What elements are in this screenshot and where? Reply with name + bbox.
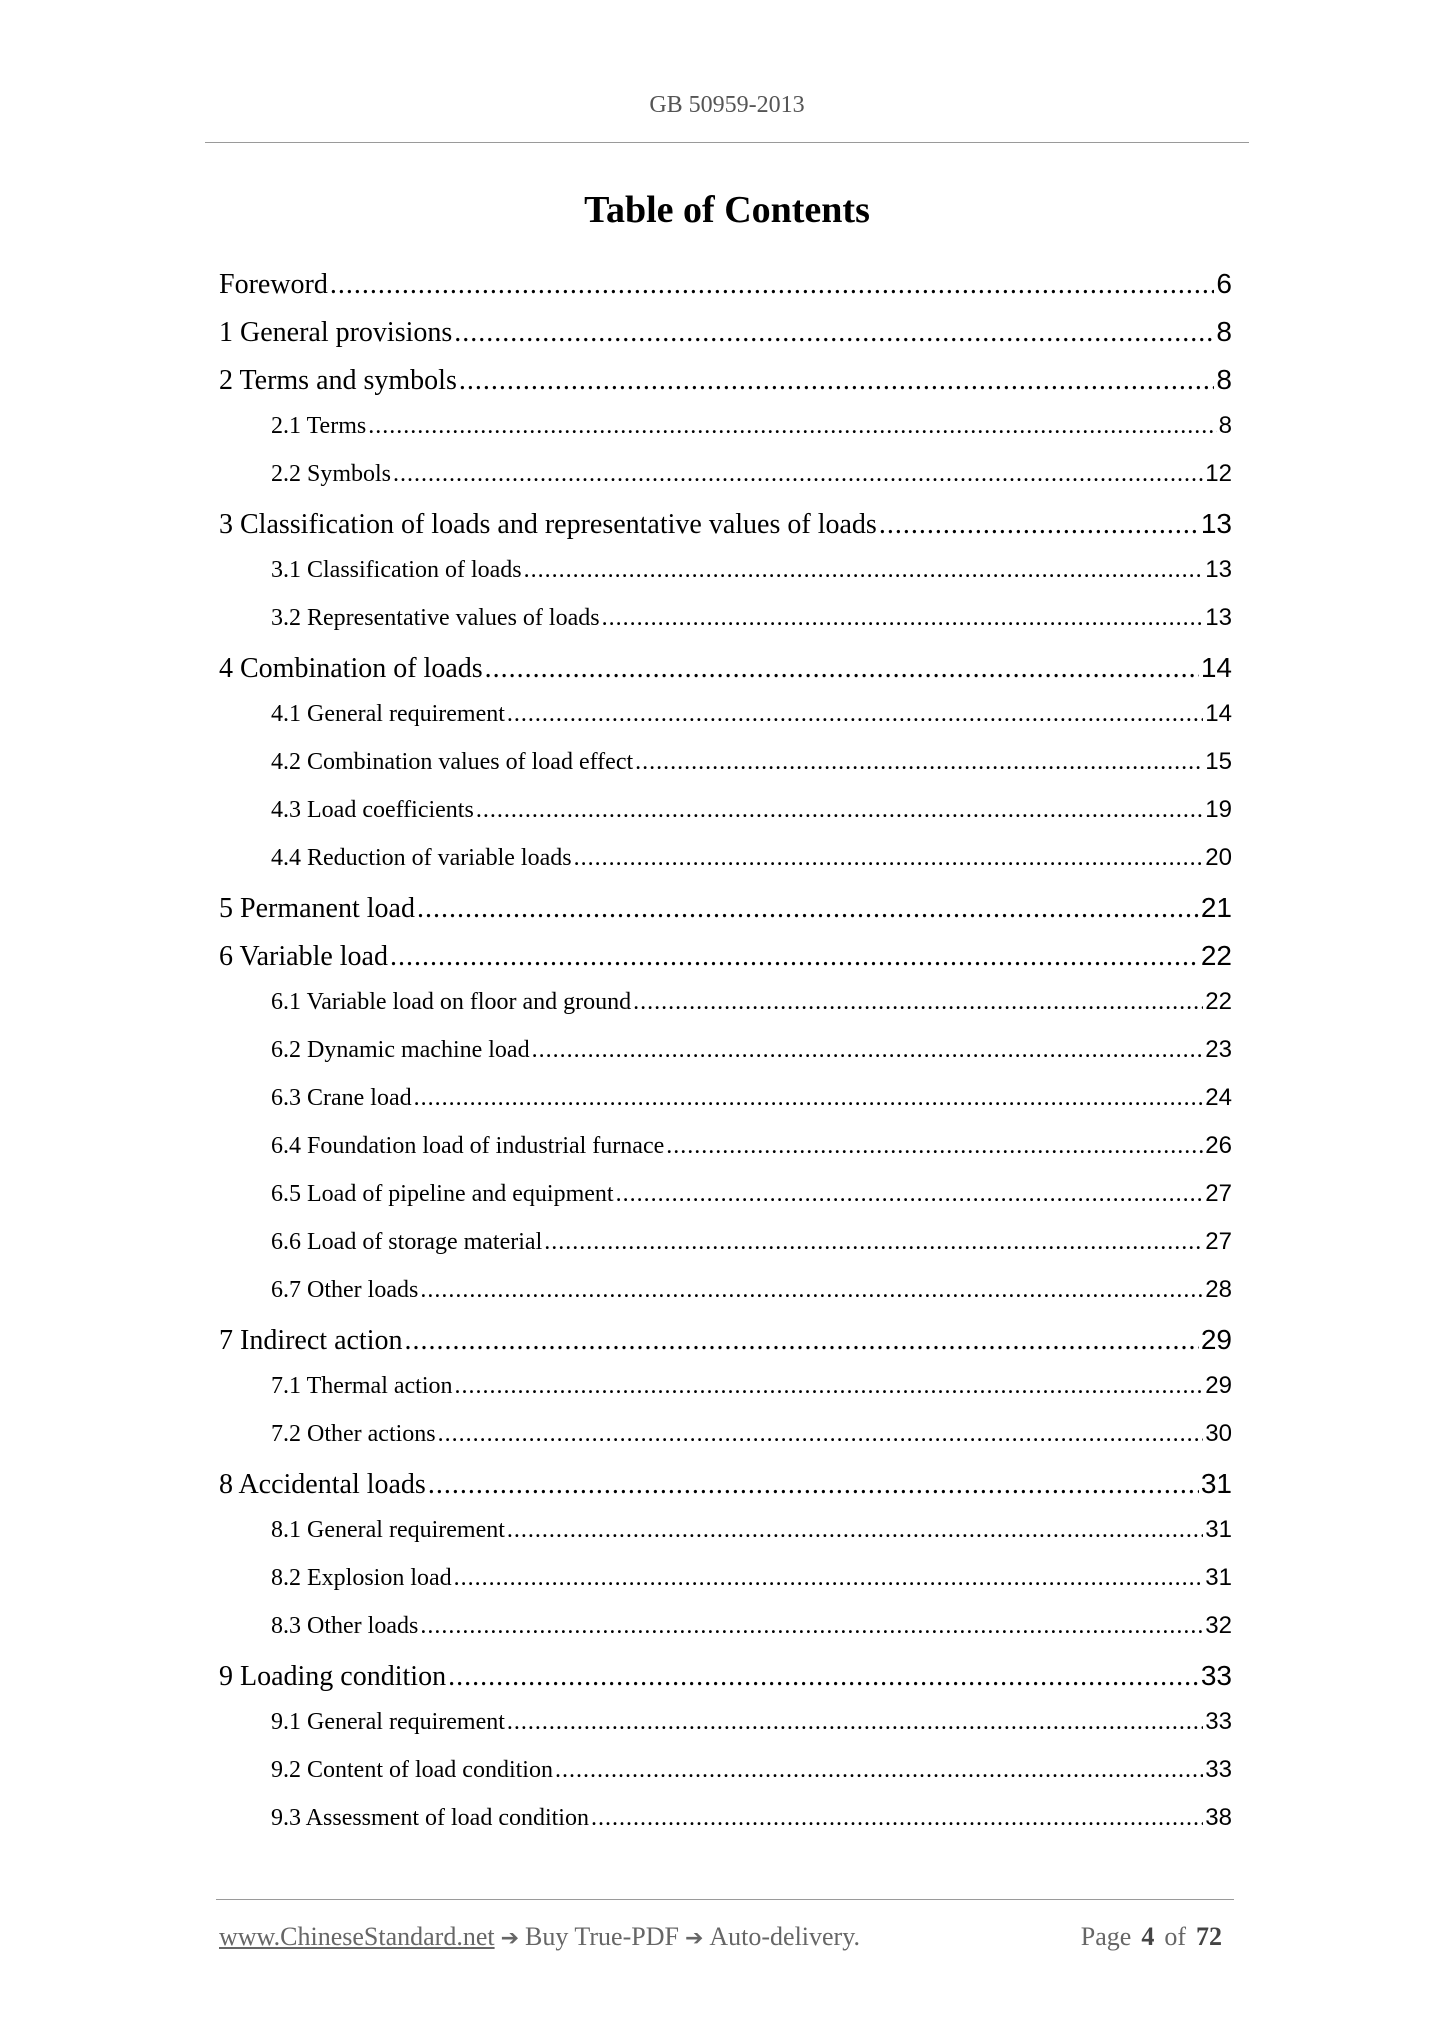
toc-entry-label: 3.1 Classification of loads — [271, 557, 522, 583]
toc-section-entry[interactable] — [271, 1516, 1232, 1544]
toc-entry-label: 6.2 Dynamic machine load — [271, 1037, 530, 1063]
dot-leader — [544, 1229, 1203, 1256]
dot-leader — [574, 845, 1204, 872]
toc-entry-page-number: 19 — [1205, 796, 1232, 823]
delivery-text: Auto-delivery. — [709, 1922, 861, 1951]
dot-leader — [438, 1421, 1204, 1448]
dot-leader — [420, 1613, 1203, 1640]
toc-entry-label: 9.3 Assessment of load condition — [271, 1805, 589, 1831]
toc-entry-label: 9.2 Content of load condition — [271, 1757, 553, 1783]
toc-chapter-entry[interactable] — [219, 1468, 1232, 1501]
toc-section-entry[interactable] — [271, 796, 1232, 824]
dot-leader — [330, 269, 1215, 301]
toc-entry-label: 2.1 Terms — [271, 413, 367, 439]
running-header: GB 50959-2013 — [649, 92, 805, 118]
dot-leader — [455, 1373, 1204, 1400]
toc-entry-label: 7.1 Thermal action — [271, 1373, 453, 1399]
toc-entry-page-number: 13 — [1200, 508, 1232, 539]
toc-entry-label: 5 Permanent load — [219, 893, 415, 924]
dot-leader — [507, 1517, 1203, 1544]
dot-leader — [507, 1709, 1203, 1736]
toc-section-entry[interactable] — [271, 988, 1232, 1016]
dot-leader — [616, 1181, 1204, 1208]
toc-entry-label: 6.5 Load of pipeline and equipment — [271, 1181, 614, 1207]
toc-entry-page-number: 29 — [1200, 1324, 1232, 1355]
toc-entry-label: 9 Loading condition — [219, 1661, 447, 1692]
toc-entry-label: 8 Accidental loads — [219, 1469, 426, 1500]
toc-entry-label: 7 Indirect action — [219, 1325, 403, 1356]
toc-entry-label: 6.6 Load of storage material — [271, 1229, 543, 1255]
toc-chapter-entry[interactable] — [219, 364, 1232, 397]
dot-leader — [428, 1469, 1199, 1501]
toc-section-entry[interactable] — [271, 1804, 1232, 1832]
toc-entry-page-number: 32 — [1205, 1612, 1232, 1639]
toc-section-entry[interactable] — [271, 1180, 1232, 1208]
toc-entry-page-number: 14 — [1205, 700, 1232, 727]
current-page-number: 4 — [1141, 1922, 1155, 1951]
toc-section-entry[interactable] — [271, 1756, 1232, 1784]
toc-entry-label: 7.2 Other actions — [271, 1421, 436, 1447]
toc-entry-page-number: 8 — [1216, 364, 1232, 395]
toc-chapter-entry[interactable] — [219, 652, 1232, 685]
buy-text: Buy True-PDF — [525, 1922, 679, 1951]
toc-chapter-entry[interactable] — [219, 892, 1232, 925]
toc-entry-page-number: 24 — [1205, 1084, 1232, 1111]
toc-entry-label: 6.7 Other loads — [271, 1277, 419, 1303]
toc-entry-label: 6.4 Foundation load of industrial furnace — [271, 1133, 665, 1159]
dot-leader — [879, 509, 1199, 541]
toc-section-entry[interactable] — [271, 844, 1232, 872]
toc-entry-page-number: 38 — [1205, 1804, 1232, 1831]
toc-entry-label: 4 Combination of loads — [219, 653, 483, 684]
toc-entry-page-number: 31 — [1200, 1468, 1232, 1499]
toc-entry-page-number: 13 — [1205, 556, 1232, 583]
toc-entry-page-number: 20 — [1205, 844, 1232, 871]
toc-entry-label: 3 Classification of loads and representative values of loads — [219, 509, 877, 540]
toc-section-entry[interactable] — [271, 1372, 1232, 1400]
arrow-right-icon: ➔ — [500, 1926, 520, 1951]
toc-section-entry[interactable] — [271, 1228, 1232, 1256]
toc-entry-label: 8.3 Other loads — [271, 1613, 419, 1639]
dot-leader — [417, 893, 1199, 925]
dot-leader — [591, 1805, 1203, 1832]
toc-section-entry[interactable] — [271, 412, 1232, 440]
header-divider — [205, 142, 1249, 143]
dot-leader — [368, 413, 1216, 440]
dot-leader — [393, 461, 1203, 488]
of-word: of — [1164, 1922, 1186, 1951]
toc-chapter-entry[interactable] — [219, 268, 1232, 301]
toc-entry-page-number: 6 — [1216, 268, 1232, 299]
toc-chapter-entry[interactable] — [219, 1324, 1232, 1357]
toc-entry-label: 1 General provisions — [219, 317, 453, 348]
dot-leader — [635, 749, 1203, 776]
toc-entry-label: 8.1 General requirement — [271, 1517, 505, 1543]
total-pages-number: 72 — [1196, 1922, 1222, 1951]
toc-entry-page-number: 31 — [1205, 1564, 1232, 1591]
toc-entry-page-number: 8 — [1216, 316, 1232, 347]
toc-entry-page-number: 22 — [1200, 940, 1232, 971]
toc-section-entry[interactable] — [271, 1132, 1232, 1160]
dot-leader — [420, 1277, 1203, 1304]
toc-entry-page-number: 33 — [1205, 1756, 1232, 1783]
dot-leader — [404, 1325, 1198, 1357]
toc-section-entry[interactable] — [271, 748, 1232, 776]
toc-chapter-entry[interactable] — [219, 1660, 1232, 1693]
toc-entry-label: 4.2 Combination values of load effect — [271, 749, 634, 775]
dot-leader — [532, 1037, 1204, 1064]
toc-section-entry[interactable] — [271, 1708, 1232, 1736]
toc-entry-page-number: 12 — [1205, 460, 1232, 487]
dot-leader — [555, 1757, 1203, 1784]
toc-section-entry[interactable] — [271, 556, 1232, 584]
dot-leader — [602, 605, 1204, 632]
toc-entry-page-number: 23 — [1205, 1036, 1232, 1063]
toc-entry-label: 3.2 Representative values of loads — [271, 605, 600, 631]
toc-chapter-entry[interactable] — [219, 940, 1232, 973]
toc-entry-label: 4.1 General requirement — [271, 701, 505, 727]
dot-leader — [485, 653, 1199, 685]
toc-entry-label: 4.3 Load coefficients — [271, 797, 474, 823]
toc-entry-page-number: 28 — [1205, 1276, 1232, 1303]
toc-entry-page-number: 29 — [1205, 1372, 1232, 1399]
toc-entry-label: 6 Variable load — [219, 941, 388, 972]
arrow-right-icon: ➔ — [684, 1926, 704, 1951]
toc-entry-page-number: 26 — [1205, 1132, 1232, 1159]
toc-section-entry[interactable] — [271, 1276, 1232, 1304]
toc-section-entry[interactable] — [271, 700, 1232, 728]
toc-entry-page-number: 33 — [1205, 1708, 1232, 1735]
website-link[interactable]: www.ChineseStandard.net — [219, 1922, 495, 1951]
toc-entry-page-number: 33 — [1200, 1660, 1232, 1691]
toc-entry-page-number: 30 — [1205, 1420, 1232, 1447]
toc-entry-label: 2 Terms and symbols — [219, 365, 457, 396]
toc-entry-label: Foreword — [219, 269, 328, 300]
toc-entry-label: 8.2 Explosion load — [271, 1565, 452, 1591]
toc-entry-page-number: 13 — [1205, 604, 1232, 631]
dot-leader — [414, 1085, 1204, 1112]
toc-entry-page-number: 8 — [1218, 412, 1232, 439]
toc-entry-label: 6.1 Variable load on floor and ground — [271, 989, 632, 1015]
footer-divider — [216, 1899, 1234, 1900]
toc-entry-label: 2.2 Symbols — [271, 461, 392, 487]
dot-leader — [524, 557, 1204, 584]
toc-section-entry[interactable] — [271, 1036, 1232, 1064]
dot-leader — [454, 317, 1214, 349]
dot-leader — [476, 797, 1203, 824]
toc-chapter-entry[interactable] — [219, 316, 1232, 349]
toc-entry-label: 6.3 Crane load — [271, 1085, 412, 1111]
dot-leader — [666, 1133, 1203, 1160]
footer-promo — [219, 1922, 860, 1952]
toc-section-entry[interactable] — [271, 604, 1232, 632]
toc-entry-page-number: 31 — [1205, 1516, 1232, 1543]
dot-leader — [507, 701, 1203, 728]
dot-leader — [390, 941, 1199, 973]
dot-leader — [459, 365, 1215, 397]
toc-section-entry[interactable] — [271, 1084, 1232, 1112]
toc-section-entry[interactable] — [271, 460, 1232, 488]
dot-leader — [633, 989, 1203, 1016]
toc-entry-page-number: 22 — [1205, 988, 1232, 1015]
toc-entry-page-number: 21 — [1200, 892, 1232, 923]
page-title: Table of Contents — [584, 189, 870, 231]
toc-entry-page-number: 27 — [1205, 1180, 1232, 1207]
toc-section-entry[interactable] — [271, 1564, 1232, 1592]
toc-entry-page-number: 14 — [1200, 652, 1232, 683]
page-word: Page — [1080, 1922, 1132, 1951]
toc-entry-label: 4.4 Reduction of variable loads — [271, 845, 572, 871]
toc-section-entry[interactable] — [271, 1612, 1232, 1640]
toc-chapter-entry[interactable] — [219, 508, 1232, 541]
page-counter — [1081, 1922, 1222, 1952]
toc-entry-page-number: 27 — [1205, 1228, 1232, 1255]
toc-section-entry[interactable] — [271, 1420, 1232, 1448]
toc-entry-label: 9.1 General requirement — [271, 1709, 505, 1735]
dot-leader — [454, 1565, 1204, 1592]
dot-leader — [448, 1661, 1199, 1693]
toc-entry-page-number: 15 — [1205, 748, 1232, 775]
